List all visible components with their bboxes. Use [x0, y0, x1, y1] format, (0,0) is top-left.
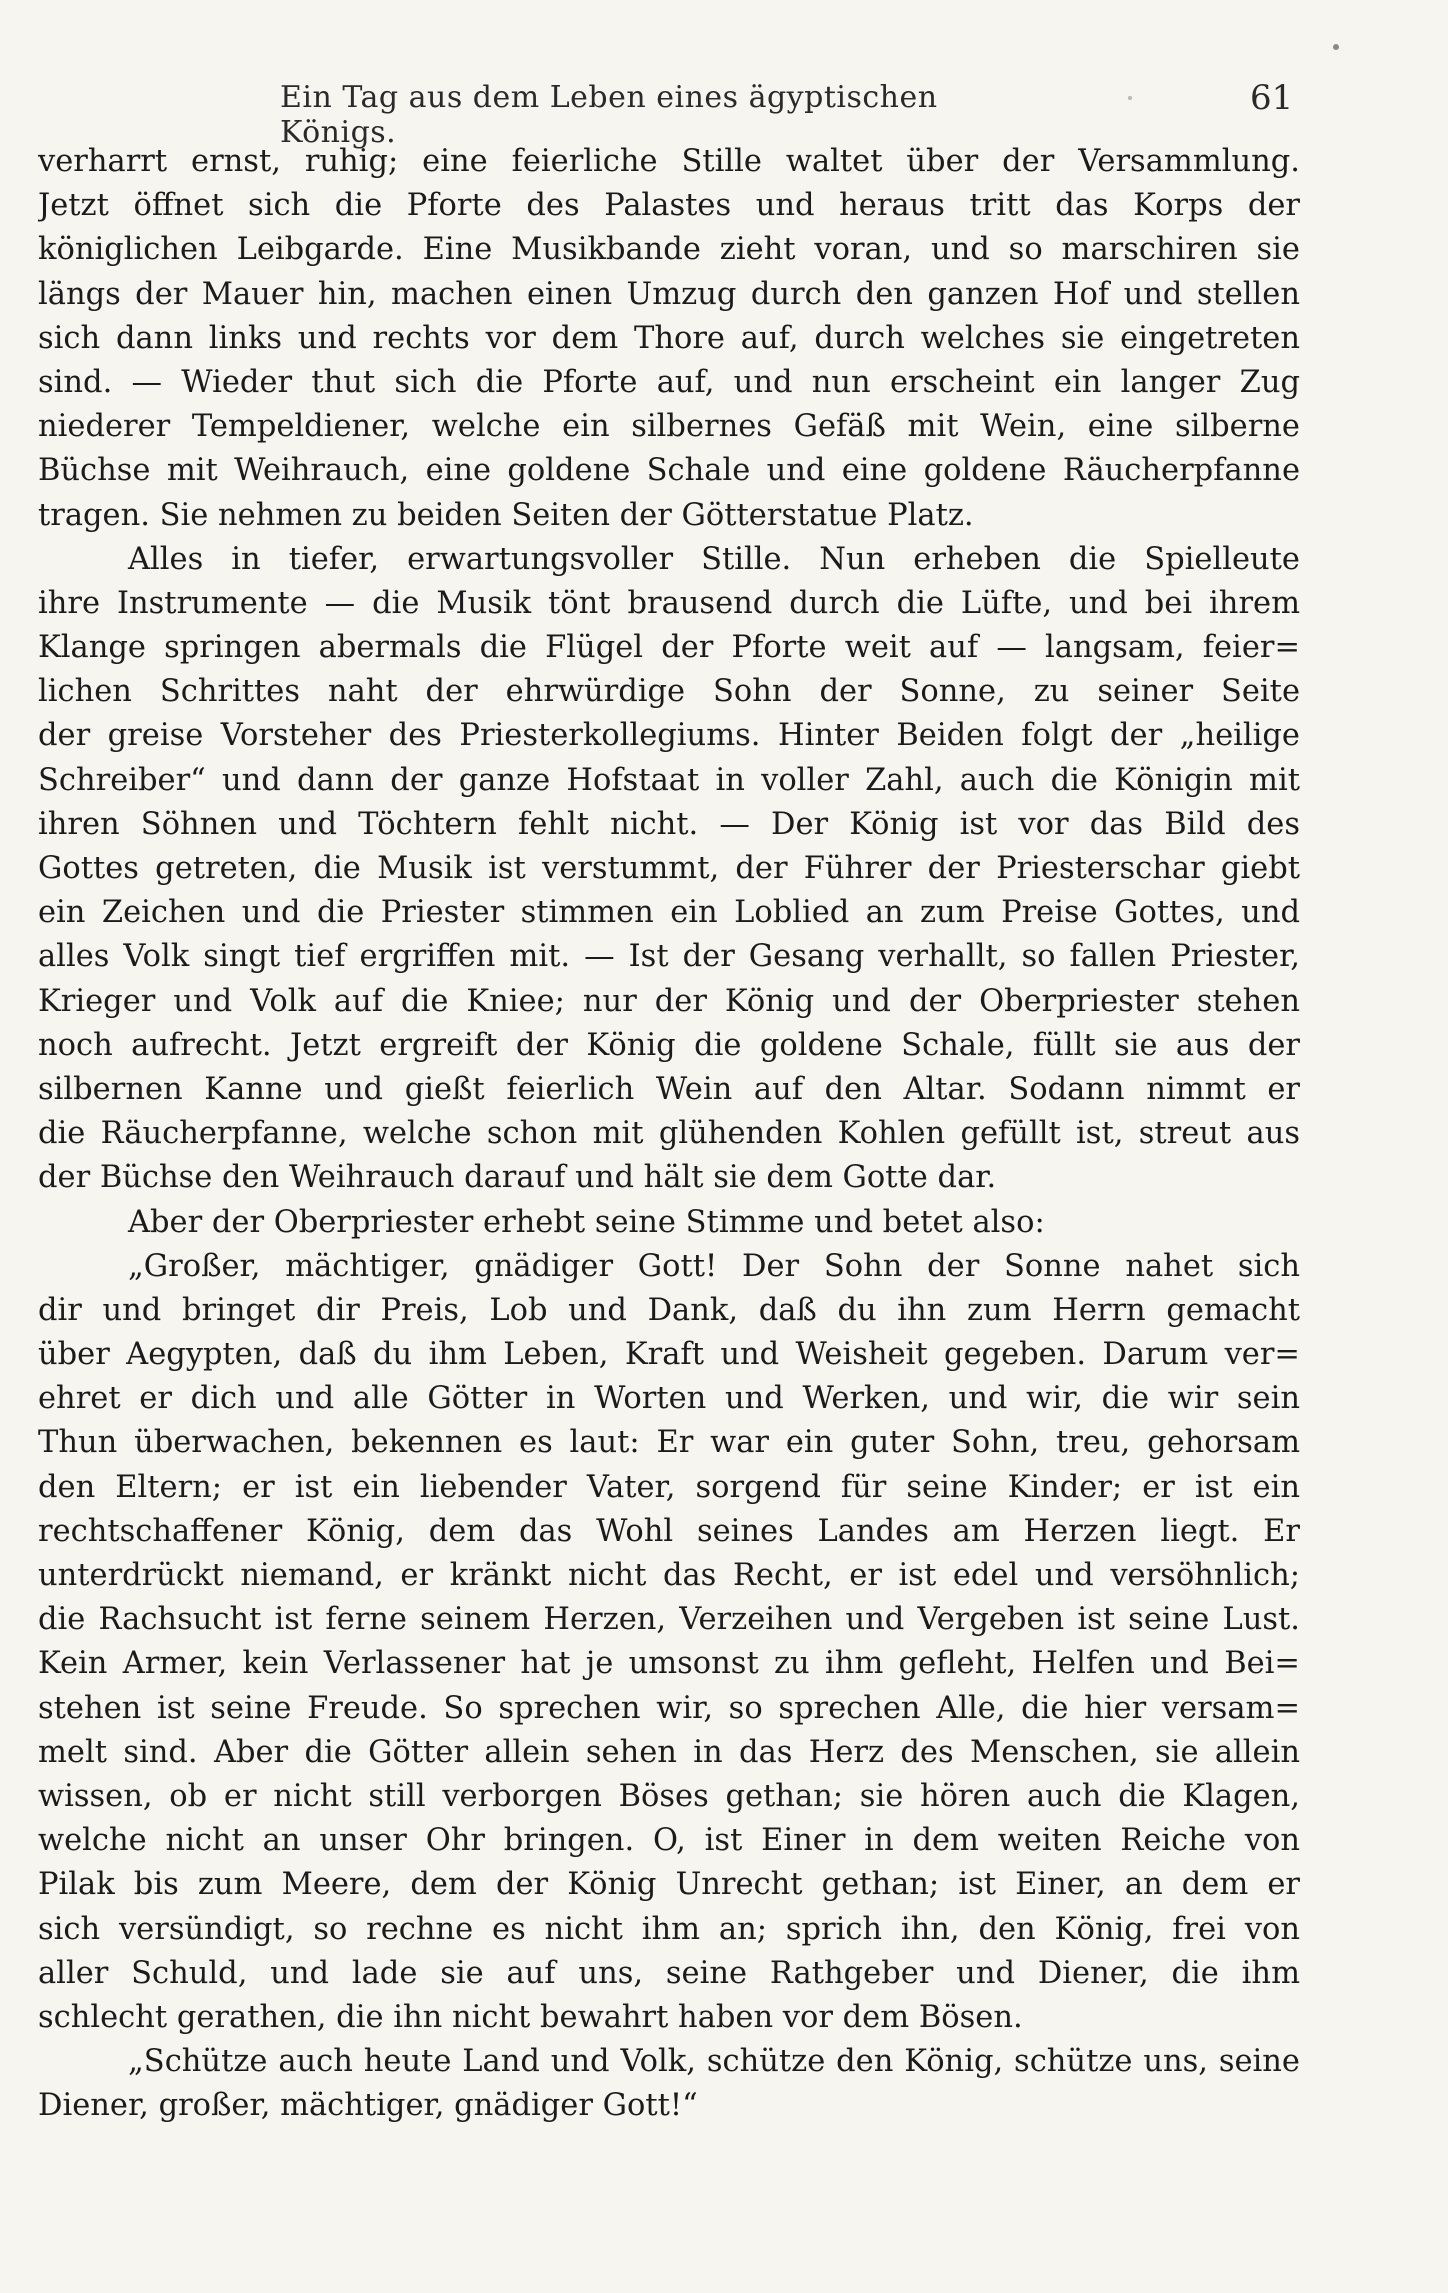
text-line: ehret er dich und alle Götter in Worten und Werken, und wir, die wir sein	[38, 1381, 1300, 1417]
running-head: Ein Tag aus dem Leben eines ägyptischen Königs.	[280, 80, 938, 150]
text-line: die Rachsucht ist ferne seinem Herzen, Verzeihen und Vergeben ist seine Lust.	[38, 1602, 1300, 1638]
paragraph-start: Aber der Oberpriester erhebt seine Stimme und betet also:	[128, 1204, 1045, 1240]
text-line: melt sind. Aber die Götter allein sehen in das Herz des Menschen, sie allein	[38, 1734, 1300, 1770]
text-line: längs der Mauer hin, machen einen Umzug durch den ganzen Hof und stellen	[38, 276, 1300, 312]
text-line: aller Schuld, und lade sie auf uns, seine Rathgeber und Diener, die ihm	[38, 1955, 1300, 1991]
text-line: über Aegypten, daß du ihm Leben, Kraft und Weisheit gegeben. Darum ver=	[38, 1337, 1300, 1373]
page-number: 61	[1250, 78, 1294, 118]
text-line: der greise Vorsteher des Priesterkollegiums. Hinter Beiden folgt der „heilige	[38, 718, 1300, 754]
text-line: ihre Instrumente — die Musik tönt brausend durch die Lüfte, und bei ihrem	[38, 585, 1300, 621]
text-line: rechtschaffener König, dem das Wohl seines Landes am Herzen liegt. Er	[38, 1513, 1300, 1549]
paragraph-start: „Schütze auch heute Land und Volk, schütze den König, schütze uns, seine	[128, 2044, 1300, 2080]
text-line: Gottes getreten, die Musik ist verstummt, der Führer der Priesterschar giebt	[38, 851, 1300, 886]
text-line: dir und bringet dir Preis, Lob und Dank, daß du ihn zum Herrn gemacht	[38, 1292, 1300, 1328]
text-line: Kein Armer, kein Verlassener hat je umsonst zu ihm gefleht, Helfen und Bei=	[38, 1646, 1300, 1682]
text-line: silbernen Kanne und gießt feierlich Wein auf den Altar. Sodann nimmt er	[38, 1071, 1300, 1107]
text-line: lichen Schrittes naht der ehrwürdige Sohn der Sonne, zu seiner Seite	[38, 674, 1300, 710]
text-line: Diener, großer, mächtiger, gnädiger Gott!“	[38, 2088, 698, 2124]
paper-mark	[1128, 96, 1132, 100]
text-line: unterdrückt niemand, er kränkt nicht das Recht, er ist edel und versöhnlich;	[38, 1558, 1300, 1593]
text-line: tragen. Sie nehmen zu beiden Seiten der Götterstatue Platz.	[38, 497, 974, 533]
text-line: Schreiber“ und dann der ganze Hofstaat in voller Zahl, auch die Königin mit	[38, 762, 1300, 798]
text-line: Pilak bis zum Meere, dem der König Unrecht gethan; ist Einer, an dem er	[38, 1867, 1300, 1903]
margin-dot	[1333, 44, 1339, 50]
text-line: Thun überwachen, bekennen es laut: Er war ein guter Sohn, treu, gehorsam	[38, 1425, 1300, 1461]
body-text	[38, 140, 1300, 2128]
text-line: schlecht gerathen, die ihn nicht bewahrt haben vor dem Bösen.	[38, 1999, 1023, 2035]
text-line: welche nicht an unser Ohr bringen. O, ist Einer in dem weiten Reiche von	[38, 1823, 1300, 1859]
text-line: Krieger und Volk auf die Kniee; nur der König und der Oberpriester stehen	[38, 983, 1300, 1019]
text-line: königlichen Leibgarde. Eine Musikbande zieht voran, und so marschiren sie	[38, 232, 1300, 268]
text-line: sich versündigt, so rechne es nicht ihm an; sprich ihn, den König, frei von	[38, 1911, 1300, 1947]
text-line: verharrt ernst, ruhig; eine feierliche Stille waltet über der Versammlung.	[38, 144, 1300, 179]
text-line: stehen ist seine Freude. So sprechen wir, so sprechen Alle, die hier versam=	[38, 1690, 1300, 1726]
text-line: sind. — Wieder thut sich die Pforte auf, und nun erscheint ein langer Zug	[38, 364, 1300, 400]
text-line: noch aufrecht. Jetzt ergreift der König die goldene Schale, füllt sie aus der	[38, 1027, 1300, 1063]
paragraph-start: Alles in tiefer, erwartungsvoller Stille. Nun erheben die Spielleute	[128, 541, 1300, 577]
text-line: der Büchse den Weihrauch darauf und hält sie dem Gotte dar.	[38, 1160, 997, 1196]
text-line: die Räucherpfanne, welche schon mit glühenden Kohlen gefüllt ist, streut aus	[38, 1116, 1300, 1152]
text-line: Jetzt öffnet sich die Pforte des Palastes und heraus tritt das Korps der	[38, 188, 1300, 224]
text-line: sich dann links und rechts vor dem Thore auf, durch welches sie eingetreten	[38, 320, 1300, 356]
text-line: Büchse mit Weihrauch, eine goldene Schale und eine goldene Räucherpfanne	[38, 453, 1300, 489]
text-line: Klange springen abermals die Flügel der Pforte weit auf — langsam, feier=	[38, 630, 1300, 666]
text-line: den Eltern; er ist ein liebender Vater, sorgend für seine Kinder; er ist ein	[38, 1469, 1300, 1505]
text-line: ein Zeichen und die Priester stimmen ein Loblied an zum Preise Gottes, und	[38, 895, 1300, 931]
text-line: alles Volk singt tief ergriffen mit. — Ist der Gesang verhallt, so fallen Priester,	[38, 939, 1300, 975]
text-line: niederer Tempeldiener, welche ein silbernes Gefäß mit Wein, eine silberne	[38, 409, 1300, 445]
paragraph-start: „Großer, mächtiger, gnädiger Gott! Der Sohn der Sonne nahet sich	[128, 1248, 1300, 1284]
text-line: ihren Söhnen und Töchtern fehlt nicht. — Der König ist vor das Bild des	[38, 806, 1300, 842]
text-line: wissen, ob er nicht still verborgen Böses gethan; sie hören auch die Klagen,	[38, 1778, 1300, 1814]
